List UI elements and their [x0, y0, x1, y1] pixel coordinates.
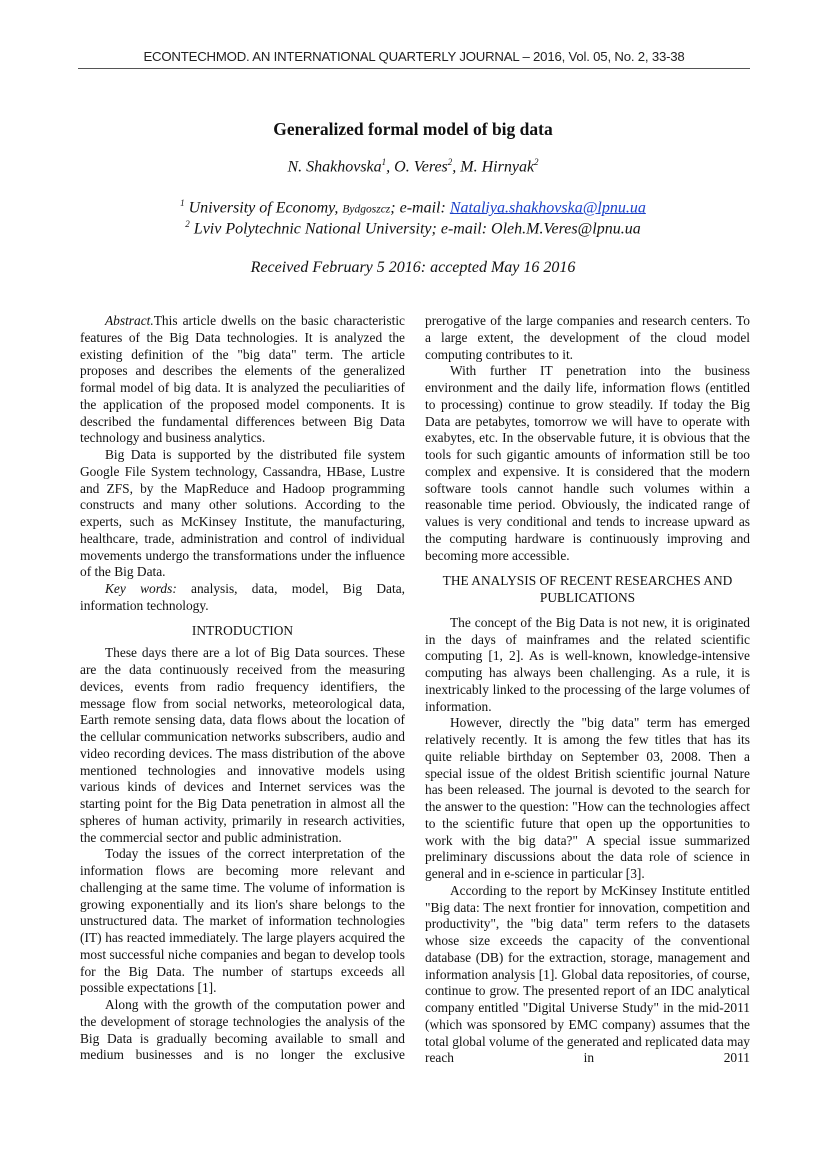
email-link[interactable]: Nataliya.shakhovska@lpnu.ua: [449, 199, 646, 217]
affiliation-city: Bydgoszcz: [342, 203, 391, 216]
affiliation-mark: 2: [185, 219, 190, 229]
paper-title: Generalized formal model of big data: [273, 119, 553, 139]
affiliation-mark: 1: [180, 198, 185, 208]
body-paragraph: However, directly the "big data" term has emerged relatively recently. It is among the few titles that has its quite reliable birthday on September 03, 2008. Then a special issue of the oldest British scientific journal Nature has been released. The journal is devoted to the search for the answer to the question: "How can the technologies affect to the scientific future that open up the opportunities to work with the big data?" A special issue summarized preliminary discussions about the data role of science in general and in e-science in particular [3].: [425, 715, 750, 881]
affiliation-2: [0, 219, 826, 238]
email-label: ; e-mail:: [390, 199, 450, 217]
right-column: [425, 313, 750, 1067]
header-rule: [78, 68, 750, 69]
left-column: [80, 313, 405, 1064]
body-paragraph: Today the issues of the correct interpretation of the information flows are becoming more relevant and challenging at the same time. The volume of information is growing exponentially and its lion's share belongs to the unstructured data. The market of information technologies (IT) has reacted immediately. The large players acquired the most successful niche companies and began to develop tools for the Big Data. The number of startups exceeds all possible expectations [1].: [80, 846, 405, 996]
abstract-paragraph-2: Big Data is supported by the distributed file system Google File System technology, Cassandra, HBase, Lustre and ZFS, by the MapReduce and Hadoop programming constructs and many other solutions. According to the experts, such as McKinsey Institute, the manufacturing, healthcare, trade, administration and control of individual movements undergo the transformations under the influence of the Big Data.: [80, 447, 405, 580]
section-heading-analysis: [425, 573, 750, 607]
author-name: N. Shakhovska: [287, 158, 382, 176]
body-paragraph-continued: prerogative of the large companies and research centers. To a large extent, the development of the cloud model computing contributes to it.: [425, 313, 750, 362]
section-heading-introduction: INTRODUCTION: [191, 622, 294, 638]
body-paragraph: The concept of the Big Data is not new, it is originated in the days of mainframes and the related scientific computing [1, 2]. As is well-known, knowledge-intensive computing has always been challenging. As a rule, it is inextricably linked to the processing of the large volumes of information.: [425, 614, 750, 714]
keywords-label: Key words:: [105, 581, 177, 596]
email-text: Oleh.M.Veres@lpnu.ua: [491, 220, 641, 238]
body-paragraph: Along with the growth of the computation power and the development of storage technologies the analysis of the Big Data is gradually becoming available to small and medium businesses and is no longer the exclusive: [80, 997, 405, 1063]
email-label: ; e-mail:: [431, 220, 492, 238]
affiliation-1: [0, 198, 826, 217]
running-head: ECONTECHMOD. AN INTERNATIONAL QUARTERLY JOURNAL – 2016, Vol. 05, No. 2, 33-38: [143, 49, 685, 64]
body-paragraph: With further IT penetration into the business environment and the daily life, information flows (entitled to processing) continue to grow steadily. If today the Big Data are petabytes, tomorrow we will have to operate with exabytes, etc. In the observable future, it is obvious that the tools for such gigantic amounts of information still be too complex and expensive. It is considered that the modern software tools cannot handle such volumes within a reasonable time period. Obviously, the indicated range of values is very conditional and tends to increase upward as the computing hardware is continuously improving and becoming more accessible.: [425, 363, 750, 563]
abstract-label: Abstract.: [105, 313, 154, 328]
keywords: [80, 581, 405, 615]
affiliation-org: Lviv Polytechnic National University: [193, 220, 432, 238]
author-name: M. Hirnyak: [460, 158, 535, 176]
abstract-text: This article dwells on the basic characteristic features of the Big Data technologies. It is analyzed the existing definition of the "big data" term. The article proposes and describes the elements of the generalized formal model of big data. It is analyzed the peculiarities of the application of the proposed model components. It is described the fundamental differences between Big Data technology and business analytics.: [80, 313, 405, 446]
body-paragraph: According to the report by McKinsey Institute entitled "Big data: The next frontier for innovation, competition and productivity", the "big data" term refers to the datasets whose size exceeds the capacity of the conventional database (DB) for the extraction, storage, management and information analysis [1]. Global data repositories, of course, continue to grow. The presented report of an IDC analytical company entitled "Digital Universe Study" in the mid-2011 (which was sponsored by EMC company) assumes that the total global volume of the generated and replicated data may reach in 2011: [425, 882, 750, 1066]
author-affiliation-mark: 1: [381, 157, 387, 167]
heading-line: PUBLICATIONS: [539, 590, 636, 605]
author-affiliation-mark: 2: [534, 157, 539, 167]
author-name: O. Veres: [394, 158, 448, 176]
author-affiliation-mark: 2: [447, 157, 453, 167]
heading-line: THE ANALYSIS OF RECENT RESEARCHES AND: [442, 573, 733, 589]
body-paragraph: These days there are a lot of Big Data sources. These are the data continuously received from the measuring devices, events from radio frequency identifiers, the message flow from social networks, meteorological data, Earth remote sensing data, data flows about the location of the cellular communication networks subscribers, audio and video recording devices. The mass distribution of the above mentioned technologies and innovative models using various kinds of devices and Internet services was the starting point for the Big Data penetration in almost all the spheres of human activity, primarily in research activities, the commercial sector and public administration.: [80, 645, 405, 845]
author-list: N. Shakhovska$^1$, O. Veres$^2$, M. Hirnyak$^2$: [287, 157, 539, 176]
abstract-paragraph: [80, 313, 405, 447]
affiliation-org: University of Economy,: [188, 199, 339, 217]
received-dates: Received February 5 2016: accepted May 16 2016: [250, 259, 576, 276]
keywords-text: analysis, data, model, Big Data, information technology.: [80, 581, 405, 613]
